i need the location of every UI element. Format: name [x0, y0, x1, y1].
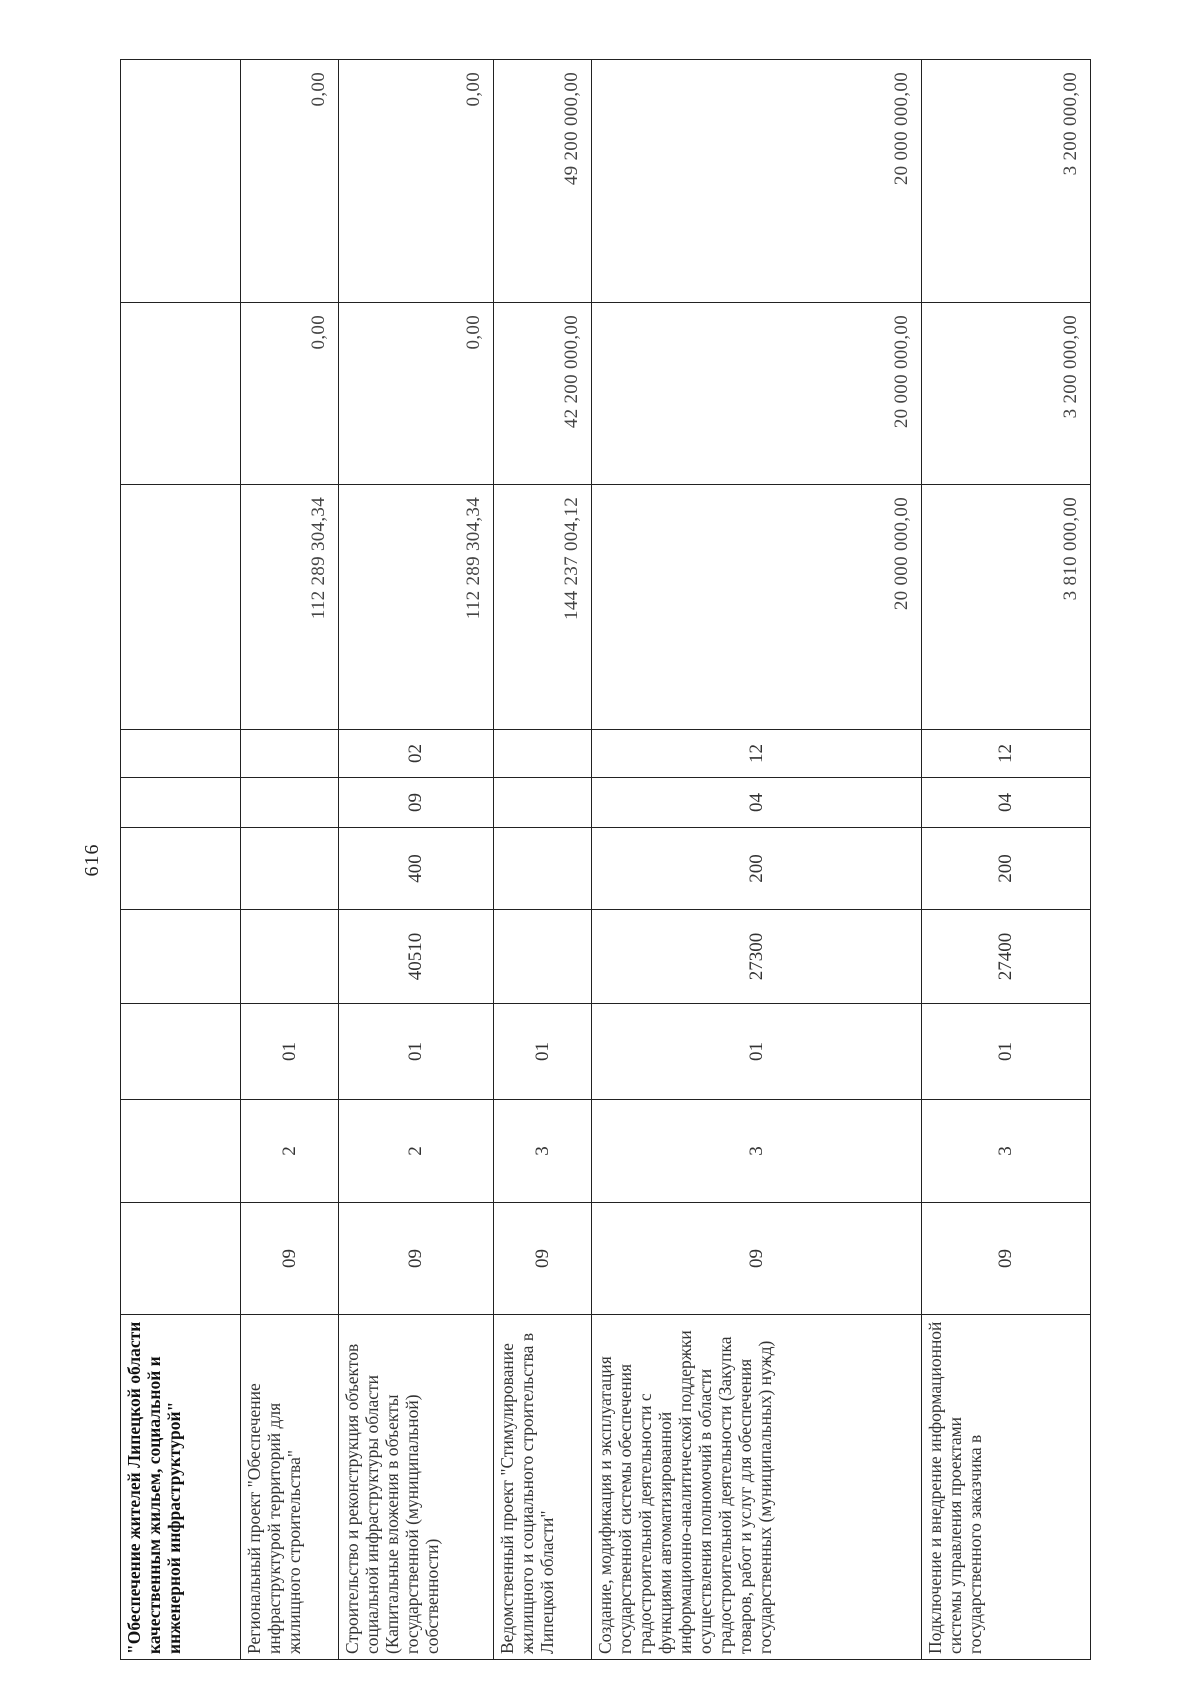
program-code: 09	[241, 1203, 339, 1315]
row-description: Строительство и реконструкция объектов социальной инфраструктуры области (Капитальные вложения в объекты государственной (муниципальной) собственности)	[339, 1315, 494, 1660]
subsection-code	[241, 730, 339, 778]
page-number: 616	[81, 843, 103, 877]
expense-type-code: 200	[592, 828, 922, 910]
direction-code	[241, 910, 339, 1004]
subprogram-code: 2	[241, 1100, 339, 1203]
amount-year-3: 0,00	[241, 60, 339, 303]
project-code: 01	[592, 1004, 922, 1100]
amount-year-1: 20 000 000,00	[592, 485, 922, 730]
expense-type-code: 400	[339, 828, 494, 910]
table-row	[494, 60, 592, 1660]
project-code: 01	[494, 1004, 592, 1100]
subsection-code	[121, 730, 241, 778]
direction-code: 27300	[592, 910, 922, 1004]
amount-year-2	[121, 303, 241, 485]
program-code: 09	[592, 1203, 922, 1315]
table-row	[592, 60, 922, 1660]
amount-year-2: 20 000 000,00	[592, 303, 922, 485]
table-row	[121, 60, 241, 1660]
row-description: Подключение и внедрение информационной системы управления проектами государственного заказчика в	[922, 1315, 1091, 1660]
amount-year-1: 3 810 000,00	[922, 485, 1091, 730]
expense-type-code	[494, 828, 592, 910]
amount-year-1: 112 289 304,34	[339, 485, 494, 730]
subsection-code: 12	[592, 730, 922, 778]
program-code: 09	[922, 1203, 1091, 1315]
rotated-table-frame	[120, 60, 1090, 1660]
subprogram-code: 2	[339, 1100, 494, 1203]
amount-year-2: 42 200 000,00	[494, 303, 592, 485]
table-row	[241, 60, 339, 1660]
direction-code	[121, 910, 241, 1004]
direction-code	[494, 910, 592, 1004]
amount-year-3: 0,00	[339, 60, 494, 303]
expense-type-code	[121, 828, 241, 910]
amount-year-2: 3 200 000,00	[922, 303, 1091, 485]
row-description: "Обеспечение жителей Липецкой области качественным жильем, социальной и инженерной инфраструктурой"	[121, 1315, 241, 1660]
amount-year-3: 3 200 000,00	[922, 60, 1091, 303]
project-code: 01	[922, 1004, 1091, 1100]
expense-type-code	[241, 828, 339, 910]
section-code	[494, 778, 592, 828]
section-code	[241, 778, 339, 828]
subprogram-code: 3	[922, 1100, 1091, 1203]
program-code: 09	[494, 1203, 592, 1315]
project-code	[121, 1004, 241, 1100]
row-description: Региональный проект "Обеспечение инфраструктурой территорий для жилищного строительства"	[241, 1315, 339, 1660]
section-code: 04	[922, 778, 1091, 828]
row-description: Создание, модификация и эксплуатация государственной системы обеспечения градостроительной деятельности с функциями автоматизированной информационно-аналитической поддержки осуществления полномочий в области градостроительной деятельности (Закупка товаров, работ и услуг для обеспечения государственных (муниципальных) нужд)	[592, 1315, 922, 1660]
amount-year-1	[121, 485, 241, 730]
amount-year-1: 144 237 004,12	[494, 485, 592, 730]
amount-year-2: 0,00	[339, 303, 494, 485]
amount-year-3: 20 000 000,00	[592, 60, 922, 303]
section-code: 04	[592, 778, 922, 828]
direction-code: 27400	[922, 910, 1091, 1004]
table-row	[339, 60, 494, 1660]
section-code: 09	[339, 778, 494, 828]
section-code	[121, 778, 241, 828]
subprogram-code	[121, 1100, 241, 1203]
subsection-code	[494, 730, 592, 778]
project-code: 01	[241, 1004, 339, 1100]
table-row	[922, 60, 1091, 1660]
amount-year-2: 0,00	[241, 303, 339, 485]
row-description: Ведомственный проект "Стимулирование жилищного и социального строительства в Липецкой области"	[494, 1315, 592, 1660]
subprogram-code: 3	[494, 1100, 592, 1203]
subsection-code: 02	[339, 730, 494, 778]
amount-year-3	[121, 60, 241, 303]
subprogram-code: 3	[592, 1100, 922, 1203]
amount-year-1: 112 289 304,34	[241, 485, 339, 730]
project-code: 01	[339, 1004, 494, 1100]
amount-year-3: 49 200 000,00	[494, 60, 592, 303]
budget-table	[120, 59, 1091, 1660]
program-code	[121, 1203, 241, 1315]
direction-code: 40510	[339, 910, 494, 1004]
subsection-code: 12	[922, 730, 1091, 778]
program-code: 09	[339, 1203, 494, 1315]
expense-type-code: 200	[922, 828, 1091, 910]
